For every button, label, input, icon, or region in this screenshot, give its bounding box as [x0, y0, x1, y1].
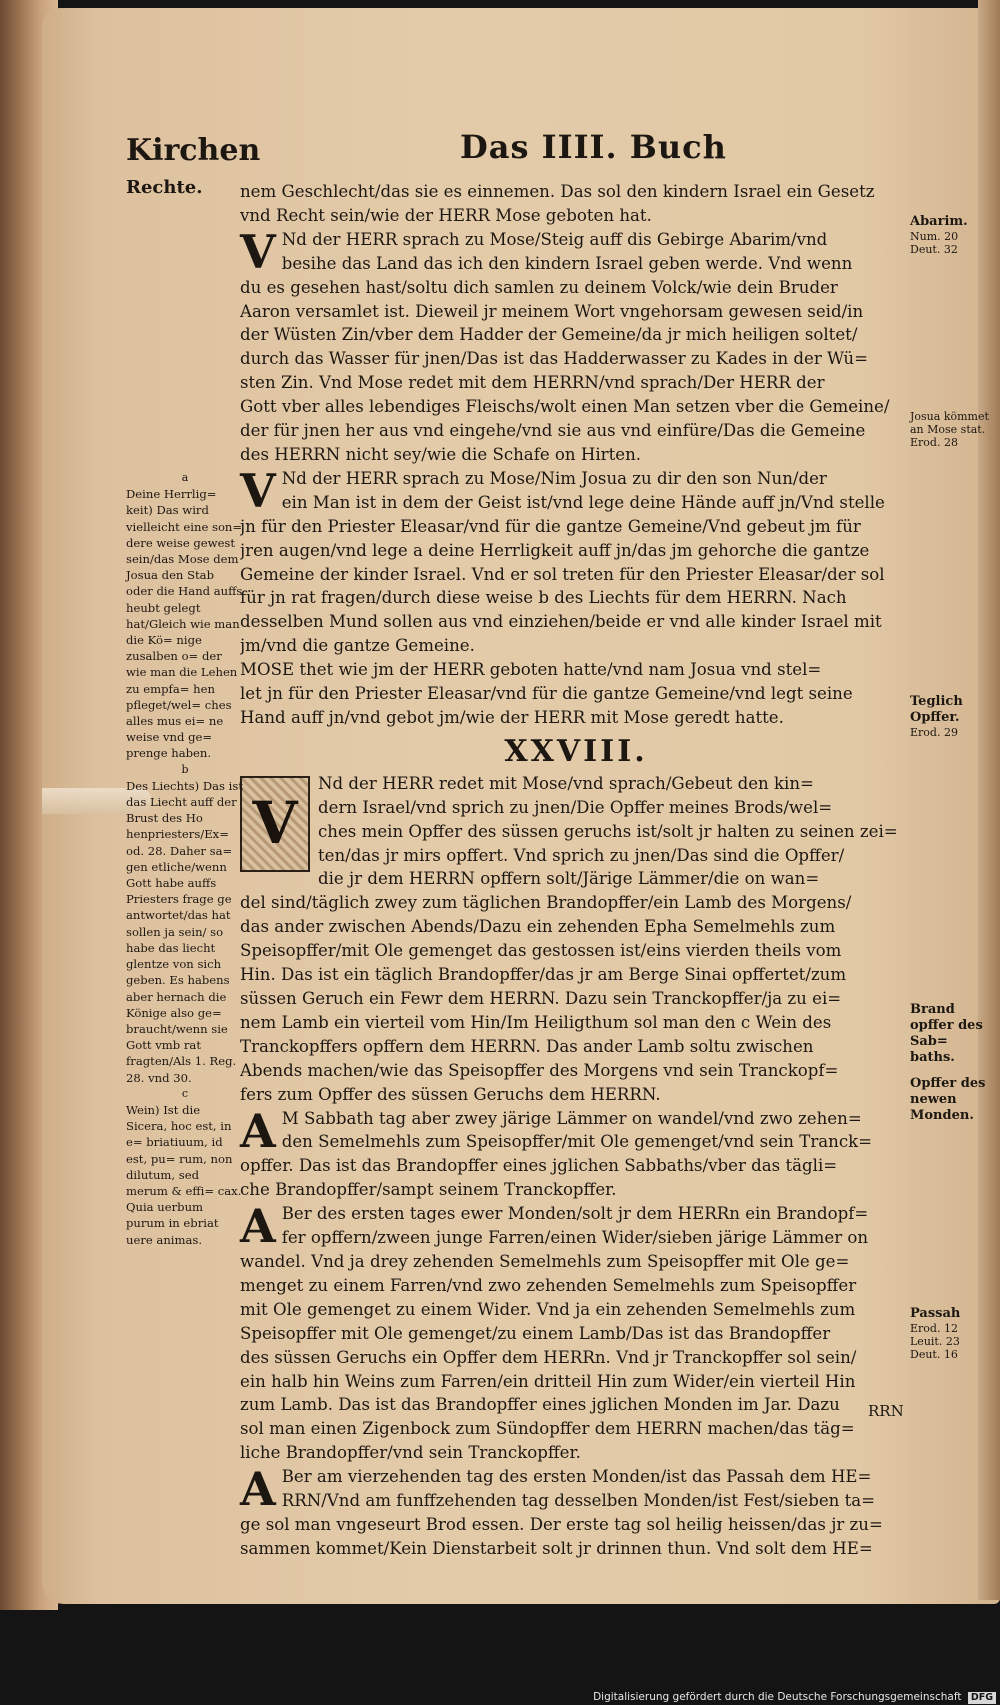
margin-note-josua [910, 410, 990, 449]
gloss-b: Des Liechts) Das ist das Liecht auff der Brust des Ho henpriesters/Ex= od. 28. Daher sa= gen etliche/wenn Gott habe auffs Priesters frage ge antwortet/das hat sollen ja sein/ so habe das liecht glentze von sich geben. Es habens aber hernach die Könige also ge= braucht/wenn sie Gott vmb rat fragten/Als 1. Reg. 28. vnd 30. [126, 778, 243, 1085]
text-line: mit Ole gemenget zu einem Wider. Vnd ja ein zehenden Semelmehls zum [240, 1299, 856, 1319]
text-line: desselben Mund sollen aus vnd einziehen/beide er vnd alle kinder Israel mit [240, 612, 882, 632]
text-line: liche Brandopffer/vnd sein Tranckopffer. [240, 1443, 581, 1463]
dfg-logo: DFG [968, 1692, 996, 1704]
text-line: wandel. Vnd ja drey zehenden Semelmehls zum Speisopffer mit Ole ge= [240, 1251, 850, 1271]
drop-initial: A [240, 1199, 276, 1254]
text-line: Gemeine der kinder Israel. Vnd er sol treten für den Priester Eleasar/der sol [240, 564, 885, 584]
gloss-a: Deine Herrlig= keit) Das wird vielleicht eine son= dere weise gewest sein/das Mose dem Josua den Stab oder die Hand auffs heubt gelegt hat/Gleich wie man die Kö= nige zusalben o= der wie man die Lehen zu empfa= hen pfleget/wel= ches alles mus ei= ne weise vnd ge= prenge haben. [126, 487, 243, 761]
text-line: sten Zin. Vnd Mose redet mit dem HERRN/vnd sprach/Der HERR der [240, 373, 825, 393]
margin-subheading: Rechte. [126, 177, 203, 198]
gloss-mark-b: b [181, 762, 189, 776]
margin-note-title: Teglich Opffer. [910, 694, 963, 725]
text-line: ein halb hin Weins zum Farren/ein dritteil Hin zum Wider/ein vierteil Hin [240, 1371, 856, 1391]
text-line: du es gesehen hast/soltu dich samlen zu deinem Volck/wie dein Bruder [240, 277, 838, 297]
margin-note-title: Opffer des newen Monden. [910, 1076, 986, 1123]
text-line: dern Israel/vnd sprich zu jnen/Die Opffer meines Brods/wel= [318, 797, 833, 817]
text-line: del sind/täglich zwey zum täglichen Brandopffer/ein Lamb des Morgens/ [240, 893, 852, 913]
text-line: fer opffern/zween junge Farren/einen Wider/sieben järige Lämmer on [281, 1228, 869, 1248]
margin-heading: Kirchen [126, 133, 261, 168]
running-head: Das IIII. Buch [460, 128, 727, 166]
text-line: Ber am vierzehenden tag des ersten Monden/ist das Passah dem HE= [281, 1467, 872, 1487]
text-line: Tranckopffers opffern dem HERRN. Das ander Lamb soltu zwischen [240, 1036, 814, 1056]
main-text-column [240, 180, 912, 1561]
text-line: der für jnen her aus vnd eingehe/vnd sie aus vnd einfüre/Das die Gemeine [240, 421, 866, 441]
margin-note-reference: Erod. 28 [910, 436, 958, 449]
text-line: Aaron versamlet ist. Dieweil jr meinem Wort vngehorsam gewesen seid/in [240, 301, 864, 321]
text-line: jren augen/vnd lege a deine Herrligkeit auff jn/das jm gehorche die gantze [240, 540, 870, 560]
text-line: opffer. Das ist das Brandopffer eines jglichen Sabbaths/vber das tägli= [240, 1156, 838, 1176]
text-line: sol man einen Zigenbock zum Sündopffer dem HERRN machen/das täg= [240, 1419, 855, 1439]
text-line: Ber des ersten tages ewer Monden/solt jr dem HERRn ein Brandopf= [281, 1204, 869, 1224]
text-line: Nd der HERR sprach zu Mose/Steig auff dis Gebirge Abarim/vnd [281, 229, 828, 249]
digitization-footer [580, 1690, 996, 1704]
text-line: für jn rat fragen/durch diese weise b des Liechts für dem HERRN. Nach [240, 588, 847, 608]
paragraph-6 [240, 1199, 912, 1465]
paragraph-1 [240, 180, 912, 228]
text-line: vnd Recht sein/wie der HERR Mose geboten hat. [240, 205, 652, 225]
margin-note-reference: Erod. 12 Leuit. 23 Deut. 16 [910, 1322, 960, 1361]
footer-credit: Digitalisierung gefördert durch die Deutsche Forschungsgemeinschaft [593, 1691, 962, 1703]
text-line: che Brandopffer/sampt seinem Tranckopffer. [240, 1180, 617, 1200]
text-line: Hin. Das ist ein täglich Brandopffer/das jr am Berge Sinai opffertet/zum [240, 965, 847, 985]
margin-note-brandopffer [910, 1002, 990, 1066]
decorated-initial: V [240, 776, 310, 872]
text-line: Gott vber alles lebendiges Fleischs/wolt einen Man setzen vber die Gemeine/ [240, 397, 890, 417]
drop-initial: V [240, 224, 276, 279]
text-line: ein Man ist in dem der Geist ist/vnd lege deine Hände auff jn/Vnd stelle [281, 492, 885, 512]
text-line: des HERRN nicht sey/wie die Schafe on Hirten. [240, 444, 642, 464]
text-line: der Wüsten Zin/vber dem Hadder der Gemeine/da jr mich heiligen soltet/ [240, 325, 858, 345]
text-line: das ander zwischen Abends/Dazu ein zehenden Epha Semelmehls zum [240, 917, 836, 937]
text-line: ten/das jr mirs opffert. Vnd sprich zu jnen/Das sind die Opffer/ [318, 845, 845, 865]
text-line: Hand auff jn/vnd gebot jm/wie der HERR mit Mose geredt hatte. [240, 707, 784, 727]
margin-note-passah [910, 1306, 990, 1361]
gloss-c: Wein) Ist die Sicera, hoc est, in e= briatiuum, id est, pu= rum, non dilutum, sed merum & effi= cax. Quia uerbum purum in ebriat uere animas. [126, 1102, 242, 1247]
margin-note-title: Josua kömmet an Mose stat. [910, 410, 989, 436]
text-line: fers zum Opffer des süssen Geruchs dem HERRN. [240, 1084, 661, 1104]
paragraph-5 [240, 1103, 912, 1203]
paragraph-7 [240, 1462, 912, 1561]
text-line: Speisopffer mit Ole gemenget/zu einem Lamb/Das ist das Brandopffer [240, 1323, 831, 1343]
margin-note-title: Brand opffer des Sab= baths. [910, 1002, 983, 1065]
text-line: menget zu einem Farren/vnd zwo zehenden Semelmehls zum Speisopffer [240, 1275, 857, 1295]
text-line: Abends machen/wie das Speisopffer des Morgens vnd sein Tranckopf= [240, 1060, 839, 1080]
margin-note-teglich [910, 694, 990, 739]
text-line: durch das Wasser für jnen/Das ist das Hadderwasser zu Kades in der Wü= [240, 349, 869, 369]
text-line: nem Lamb ein vierteil vom Hin/Im Heiligthum sol man den c Wein des [240, 1012, 832, 1032]
text-line: ge sol man vngeseurt Brod essen. Der erste tag sol heilig heissen/das jr zu= [240, 1514, 883, 1534]
gloss-mark-c: c [181, 1086, 189, 1100]
text-line: zum Lamb. Das ist das Brandopffer eines jglichen Monden im Jar. Dazu [240, 1395, 840, 1415]
text-line: sammen kommet/Kein Dienstarbeit solt jr drinnen thun. Vnd solt dem HE= [240, 1538, 873, 1558]
text-line: ches mein Opffer des süssen geruchs ist/solt jr halten zu seinen zei= [318, 821, 898, 841]
drop-initial: V [240, 463, 276, 518]
text-line: den Semelmehls zum Speisopffer/mit Ole gemenget/vnd sein Tranck= [281, 1132, 873, 1152]
text-line: jn für den Priester Eleasar/vnd für die gantze Gemeine/Vnd gebeut jm für [240, 516, 861, 536]
margin-note-title: Abarim. [910, 214, 968, 229]
text-line: des süssen Geruchs ein Opffer dem HERRn. Vnd jr Tranckopffer sol sein/ [240, 1347, 857, 1367]
text-line: jm/vnd die gantze Gemeine. [240, 636, 475, 656]
drop-initial: A [240, 1462, 276, 1517]
left-marginal-glosses [126, 470, 244, 1248]
margin-note-abarim [910, 214, 990, 256]
text-line: süssen Geruch ein Fewr dem HERRN. Dazu sein Tranckopffer/ja zu ei= [240, 989, 842, 1008]
text-line: Nd der HERR redet mit Mose/vnd sprach/Gebeut den kin= [318, 773, 814, 793]
drop-initial: A [240, 1103, 276, 1158]
margin-note-reference: Erod. 29 [910, 726, 958, 739]
margin-note-monden [910, 1076, 990, 1124]
text-line: MOSE thet wie jm der HERR geboten hatte/vnd nam Josua vnd stel= [240, 660, 822, 680]
catchword: RRN [868, 1402, 904, 1420]
text-line: RRN/Vnd am funffzehenden tag desselben Monden/ist Fest/sieben ta= [281, 1491, 876, 1511]
text-line: Speisopffer/mit Ole gemenget das gestossen ist/eins vierden theils vom [240, 941, 842, 961]
paragraph-3 [240, 463, 912, 730]
margin-note-title: Passah [910, 1306, 961, 1321]
text-line: besihe das Land das ich den kindern Israel geben werde. Vnd wenn [281, 253, 853, 273]
text-line: Nd der HERR sprach zu Mose/Nim Josua zu dir den son Nun/der [281, 468, 827, 488]
paragraph-4 [240, 772, 912, 1107]
paragraph-2 [240, 224, 912, 467]
margin-note-reference: Num. 20 Deut. 32 [910, 230, 959, 256]
chapter-heading: XXVIII. [504, 733, 648, 769]
text-line: let jn für den Priester Eleasar/vnd für die gantze Gemeine/vnd legt seine [240, 684, 853, 704]
text-line: nem Geschlecht/das sie es einnemen. Das sol den kindern Israel ein Gesetz [240, 182, 875, 201]
gloss-mark-a: a [181, 471, 189, 484]
text-line: M Sabbath tag aber zwey järige Lämmer on wandel/vnd zwo zehen= [281, 1108, 862, 1128]
text-line: die jr dem HERRN opffern solt/Järige Lämmer/die on wan= [318, 869, 820, 889]
